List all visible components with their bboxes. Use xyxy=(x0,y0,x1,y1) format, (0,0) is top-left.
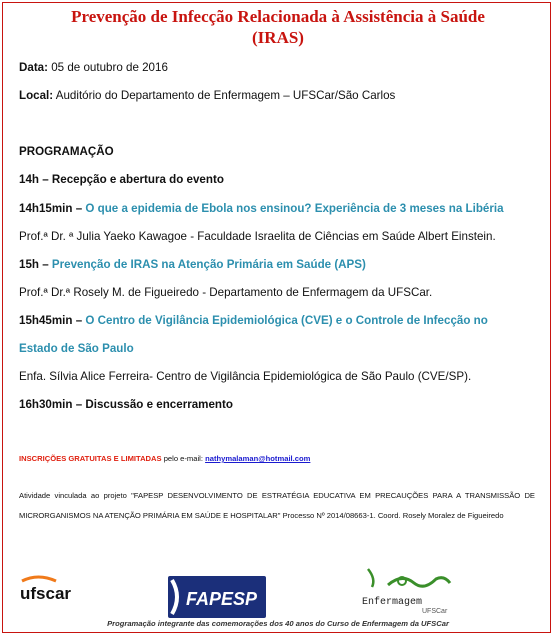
program-item-3-speaker: Prof.ª Dr.ª Rosely M. de Figueiredo - Departamento de Enfermagem da UFSCar. xyxy=(19,286,433,299)
title-line-2: (IRAS) xyxy=(252,28,304,47)
item-sep: – xyxy=(72,398,86,411)
program-item-4-title-cont: Estado de São Paulo xyxy=(19,342,134,355)
item-time: 15h xyxy=(19,258,39,271)
registration-text: pelo e-mail: xyxy=(161,454,206,463)
registration-email-link[interactable]: nathymalaman@hotmail.com xyxy=(205,454,311,463)
footer-note: Programação integrante das comemorações dos 40 anos do Curso de Enfermagem da UFSCar xyxy=(107,619,449,628)
program-item-3 xyxy=(19,258,366,271)
program-item-2-speaker: Prof.ª Dr. ª Julia Yaeko Kawagoe - Faculdade Israelita de Ciências em Saúde Albert Einstein. xyxy=(19,230,496,243)
program-heading: PROGRAMAÇÃO xyxy=(19,145,114,158)
registration-highlight: INSCRIÇÕES GRATUITAS E LIMITADAS xyxy=(19,454,162,463)
project-note: Atividade vinculada ao projeto "FAPESP DESENVOLVIMENTO DE ESTRATÉGIA EDUCATIVA EM PRECAUÇÕES PARA A TRANSMISSÃO DE MICRORGANISMOS NA ATENÇÃO PRIMÁRIA EM SAÚDE E HOSPITALAR" Processo Nº 2014/08663-1. Coord. Rosely Moralez de Figueiredo xyxy=(19,491,535,520)
date-value: 05 de outubro de 2016 xyxy=(48,61,168,74)
enfermagem-logo-subtext: UFSCar xyxy=(422,608,448,615)
location-label: Local: xyxy=(19,89,54,102)
date-label: Data: xyxy=(19,61,48,74)
ufscar-logo-art xyxy=(20,575,90,605)
program-item-2 xyxy=(19,202,504,215)
program-item-4 xyxy=(19,314,488,327)
fapesp-logo-art xyxy=(168,576,266,618)
page-title xyxy=(0,6,556,48)
item-title: O Centro de Vigilância Epidemiológica (CVE) e o Controle de Infecção no xyxy=(85,314,488,327)
item-time: 14h xyxy=(19,173,39,186)
item-time: 14h15min xyxy=(19,202,73,215)
title-line-1: Prevenção de Infecção Relacionada à Assistência à Saúde xyxy=(71,7,485,26)
item-time: 15h45min xyxy=(19,314,73,327)
program-item-1 xyxy=(19,173,224,186)
item-title: O que a epidemia de Ebola nos ensinou? Experiência de 3 meses na Libéria xyxy=(85,202,504,215)
item-sep: – xyxy=(38,258,52,271)
item-title: Discussão e encerramento xyxy=(85,398,233,411)
program-item-4-speaker: Enfa. Sílvia Alice Ferreira- Centro de Vigilância Epidemiológica de São Paulo (CVE/SP). xyxy=(19,370,472,383)
item-sep: – xyxy=(38,173,52,186)
enfermagem-logo xyxy=(362,565,462,615)
ufscar-logo-text: ufscar xyxy=(20,584,72,603)
item-title: Prevenção de IRAS na Atenção Primária em Saúde (APS) xyxy=(51,258,366,271)
registration-row xyxy=(19,454,310,463)
item-title: Recepção e abertura do evento xyxy=(51,173,224,186)
program-item-5 xyxy=(19,398,233,411)
enfermagem-logo-art xyxy=(362,565,462,615)
location-value: Auditório do Departamento de Enfermagem – UFSCar/São Carlos xyxy=(53,89,396,102)
enfermagem-logo-text: Enfermagem xyxy=(362,597,423,608)
ufscar-logo xyxy=(20,575,90,605)
item-time: 16h30min xyxy=(19,398,73,411)
location-row xyxy=(19,89,395,102)
item-sep: – xyxy=(72,314,86,327)
item-sep: – xyxy=(72,202,86,215)
date-row xyxy=(19,61,168,74)
fapesp-logo xyxy=(168,576,266,618)
fapesp-logo-text: FAPESP xyxy=(186,589,258,609)
